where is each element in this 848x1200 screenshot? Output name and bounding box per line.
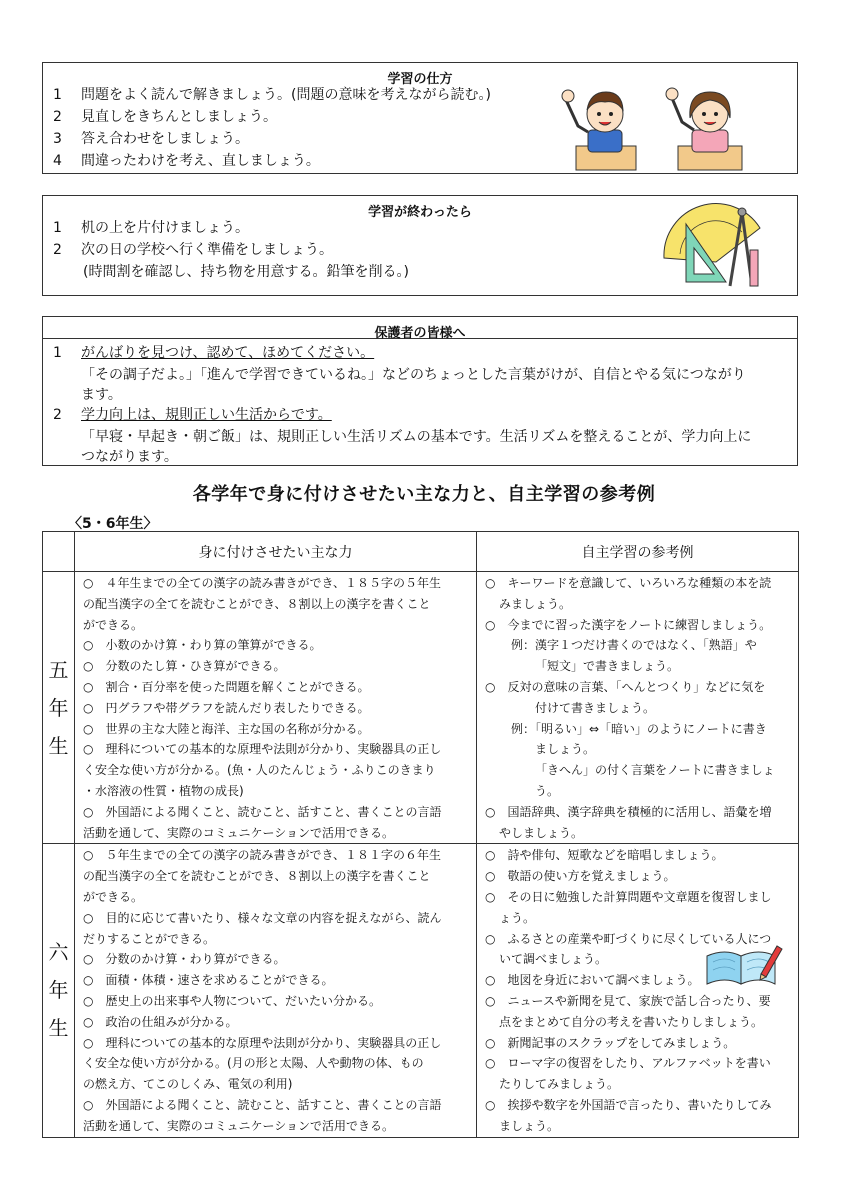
grade5-examples xyxy=(477,572,799,844)
list-item: ○ その日に勉強した計算問題や文章題を復習しまし xyxy=(485,889,772,904)
list-item: 活動を通して、実際のコミュニケーションで活用できる。 xyxy=(83,825,395,840)
list-item: ○ ４年生までの全ての漢字の読み書きができ、１８５字の５年生 xyxy=(83,576,441,590)
list-item: 点をまとめて自分の考えを書いたりしましょう。 xyxy=(499,1014,764,1029)
list-item: いて調べましょう。 xyxy=(499,952,608,967)
list-item: ○ 政治の仕組みが分かる。 xyxy=(83,1014,238,1029)
list-item: ○ 分数のたし算・ひき算ができる。 xyxy=(83,659,286,674)
list-item: ○ 今までに習った漢字をノートに練習しましょう。 xyxy=(485,617,772,632)
list-item: たりしてみましょう。 xyxy=(499,1077,620,1092)
study-method-item-4: 4 間違ったわけを考え、直しましょう。 xyxy=(53,153,320,169)
list-item: ○ 歴史上の出来事や人物について、だいたい分かる。 xyxy=(83,993,381,1008)
children-raising-hands-illustration xyxy=(560,80,750,172)
grade6-row xyxy=(43,844,799,1137)
list-item: 例：漢字１つだけ書くのではなく、「熟語」や xyxy=(511,638,757,653)
list-item: ○ 地図を身近において調べましょう。 xyxy=(485,973,700,988)
list-item: ○ 面積・体積・速さを求めることができる。 xyxy=(83,973,334,988)
study-method-item-3: 3 答え合わせをしましょう。 xyxy=(53,131,249,147)
grade6-examples xyxy=(477,844,799,1137)
list-item: ○ 国語辞典、漢字辞典を積極的に活用し、語彙を増 xyxy=(485,804,772,819)
list-item: 「きへん」の付く言葉をノートに書きましょ xyxy=(535,763,775,778)
table-header-row xyxy=(43,532,799,572)
list-item: ○ 挨拶や数字を外国語で言ったり、書いたりしてみ xyxy=(485,1097,772,1112)
grade6-label: 六 年 生 xyxy=(43,844,75,1137)
list-item: ○ 世界の主な大陸と海洋、主な国の名称が分かる。 xyxy=(83,721,370,736)
list-item: ができる。 xyxy=(83,889,144,904)
list-item: ○ 反対の意味の言葉、「へんとつくり」などに気を xyxy=(485,679,766,694)
open-book-pencil-icon xyxy=(703,942,783,988)
list-item: ○ 小数のかけ算・わり算の筆算ができる。 xyxy=(83,638,322,653)
list-item: ○ 外国語による聞くこと、読むこと、話すこと、書くことの言語 xyxy=(83,1097,442,1112)
list-item: ・水溶液の性質・植物の成長) xyxy=(83,783,244,798)
guardians-item-2-body: 「早寝・早起き・朝ご飯」は、規則正しい生活リズムの基本です。生活リズムを整えることが、学力向上に xyxy=(81,429,752,445)
grade5-row xyxy=(43,572,799,844)
list-item: ましょう。 xyxy=(535,742,596,757)
list-item: の燃え方、てこのしくみ、電気の利用) xyxy=(83,1077,293,1092)
after-study-title: 学習が終わったら xyxy=(368,205,472,220)
guardians-title: 保護者の皆様へ xyxy=(43,317,797,339)
list-item: ○ ローマ字の復習をしたり、アルファベットを書い xyxy=(485,1056,771,1071)
list-item: ○ 分数のかけ算・わり算ができる。 xyxy=(83,952,286,967)
guardians-item-1-body: 「その調子だよ。」「進んで学習できているね。」などのちょっとした言葉がけが、自信とやる気につながり xyxy=(81,367,746,383)
list-item: みましょう。 xyxy=(499,596,572,611)
study-method-title: 学習の仕方 xyxy=(387,72,453,87)
list-item: の配当漢字の全てを読むことができ、８割以上の漢字を書くこと xyxy=(83,869,431,884)
list-item: ○ 外国語による聞くこと、読むこと、話すこと、書くことの言語 xyxy=(83,804,442,819)
list-item: ができる。 xyxy=(83,617,144,632)
stationery-illustration xyxy=(660,202,770,292)
list-item: ましょう。 xyxy=(499,1118,560,1133)
list-item: の配当漢字の全てを読むことができ、８割以上の漢字を書くこと xyxy=(83,596,431,611)
header-corner xyxy=(43,532,75,572)
grade5-abilities xyxy=(75,572,477,844)
list-item: 活動を通して、実際のコミュニケーションで活用できる。 xyxy=(83,1118,395,1133)
after-study-note: (時間割を確認し、持ち物を用意する。鉛筆を削る。) xyxy=(83,264,409,280)
abilities-table xyxy=(42,531,799,1138)
list-item: 「短文」で書きましょう。 xyxy=(535,659,680,674)
list-item: ○ 割合・百分率を使った問題を解くことができる。 xyxy=(83,679,370,694)
list-item: やしましょう。 xyxy=(499,825,584,840)
guardians-box xyxy=(42,316,798,466)
list-item: だりすることができる。 xyxy=(83,931,216,946)
study-method-item-2: 2 見直しをきちんとしましょう。 xyxy=(53,109,277,125)
section-heading: 各学年で身に付けさせたい主な力と、自主学習の参考例 xyxy=(192,484,656,505)
list-item: う。 xyxy=(535,783,560,798)
grade5-label: 五 年 生 xyxy=(43,572,75,844)
guardians-item-2-heading: 2 学力向上は、規則正しい生活からです。 xyxy=(53,407,332,423)
list-item: ○ 詩や俳句、短歌などを暗唱しましょう。 xyxy=(485,848,724,863)
guardians-item-2-body-cont: つながります。 xyxy=(81,449,178,465)
after-study-item-2: 2 次の日の学校へ行く準備をしましょう。 xyxy=(53,242,333,258)
grade-band-label: 〈5・6年生〉 xyxy=(68,516,158,532)
list-item: く安全な使い方が分かる。(月の形と太陽、人や動物の体、もの xyxy=(83,1056,424,1071)
study-method-item-1: 1 問題をよく読んで解きましょう。(問題の意味を考えながら読む。) xyxy=(53,87,491,103)
list-item: ○ 敬語の使い方を覚えましょう。 xyxy=(485,869,676,884)
guardians-item-1-body-cont: ます。 xyxy=(81,387,122,403)
list-item: ○ 理科についての基本的な原理や法則が分かり、実験器具の正し xyxy=(83,1035,442,1050)
list-item: ○ 円グラフや帯グラフを読んだり表したりできる。 xyxy=(83,700,370,715)
list-item: ○ 目的に応じて書いたり、様々な文章の内容を捉えながら、読ん xyxy=(83,910,442,925)
list-item: 例：「明るい」⇔「暗い」のようにノートに書き xyxy=(511,721,767,736)
list-item: ○ ５年生までの全ての漢字の読み書きができ、１８１字の６年生 xyxy=(83,848,441,863)
after-study-item-1: 1 机の上を片付けましょう。 xyxy=(53,220,249,236)
list-item: ○ ふるさとの産業や町づくりに尽くしている人につ xyxy=(485,931,772,946)
list-item: ○ ニュースや新聞を見て、家族で話し合ったり、要 xyxy=(485,993,771,1008)
list-item: く安全な使い方が分かる。(魚・人のたんじょう・ふりこのきまり xyxy=(83,763,436,778)
list-item: ょう。 xyxy=(499,910,536,925)
grade6-abilities xyxy=(75,844,477,1137)
list-item: 付けて書きましょう。 xyxy=(535,700,656,715)
list-item: ○ キーワードを意識して、いろいろな種類の本を読 xyxy=(485,576,772,590)
guardians-item-1-heading: 1 がんばりを見つけ、認めて、ほめてください。 xyxy=(53,345,375,361)
header-examples: 自主学習の参考例 xyxy=(477,532,799,572)
header-abilities: 身に付けさせたい主な力 xyxy=(75,532,477,572)
list-item: ○ 理科についての基本的な原理や法則が分かり、実験器具の正し xyxy=(83,742,442,757)
list-item: ○ 新聞記事のスクラップをしてみましょう。 xyxy=(485,1035,736,1050)
